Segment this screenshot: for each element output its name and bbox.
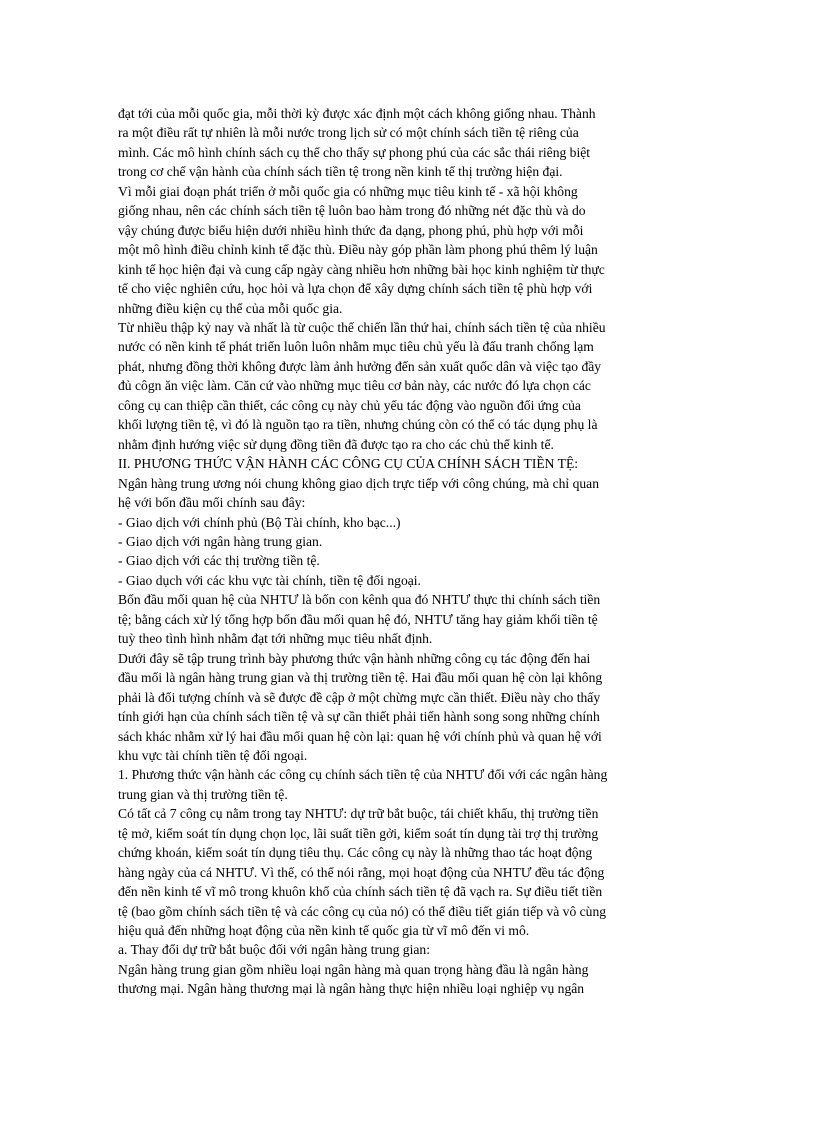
- text-line: Vì mỗi giai đoạn phát triển ở mỗi quốc gia có những mục tiêu kinh tế - xã hội không: [118, 183, 578, 199]
- text-line: một mô hình điều chỉnh kinh tế đặc thù. Điều này góp phần làm phong phú thêm lý luận: [118, 242, 598, 258]
- text-line: kinh tế học hiện đại và cung cấp ngày càng nhiều hơn những bài học kinh nghiệm từ thực: [118, 261, 605, 277]
- text-line: khu vực tài chính tiền tệ đối ngoại.: [118, 747, 308, 763]
- text-line: sách khác nhằm xử lý hai đầu mối quan hệ còn lại: quan hệ với chính phủ và quan hệ với: [118, 728, 602, 744]
- text-line: nước có nền kinh tế phát triển luôn luôn nhằm mục tiêu chủ yếu là đấu tranh chống lạm: [118, 339, 594, 355]
- text-line: tệ (bao gồm chính sách tiền tệ và các công cụ của nó) có thể điều tiết gián tiếp và vô cùng: [118, 903, 607, 919]
- paragraph: [118, 454, 708, 473]
- paragraph: [118, 551, 708, 570]
- text-line: giống nhau, nên các chính sách tiền tệ luôn bao hàm trong đó những nét đặc thù và do: [118, 203, 586, 219]
- text-line: hiệu quả đến những hoạt động của nền kinh tế quốc gia từ vĩ mô đến vi mô.: [118, 923, 530, 939]
- text-line: mình. Các mô hình chính sách cụ thể cho thấy sự phong phú của các sắc thái riêng biệt: [118, 144, 591, 160]
- text-line: nhằm định hướng việc sử dụng đồng tiền đã được tạo ra cho các chủ thể kinh tế.: [118, 436, 554, 452]
- text-line: tính giới hạn của chính sách tiền tệ và sự cần thiết phải tiến hành song song những chính: [118, 709, 600, 725]
- text-line: - Giao dụch với các khu vực tài chính, tiền tệ đối ngoại.: [118, 572, 421, 588]
- paragraph: [118, 960, 708, 999]
- text-line: Bốn đầu mối quan hệ của NHTƯ là bốn con kênh qua đó NHTƯ thực thi chính sách tiền: [118, 592, 601, 608]
- text-line: a. Thay đổi dự trữ bắt buộc đối với ngân hàng trung gian:: [118, 942, 430, 958]
- text-line: - Giao dịch với ngân hàng trung gian.: [118, 533, 323, 549]
- text-line: khối lượng tiền tệ, vì đó là nguồn tạo ra tiền, nhưng chúng còn có thể có tác dụng phụ là: [118, 417, 598, 433]
- document-body: [118, 104, 708, 999]
- text-line: công cụ can thiệp cần thiết, các công cụ này chủ yếu tác động vào nguồn đối ứng của: [118, 397, 581, 413]
- text-line: đạt tới của mỗi quốc gia, mỗi thời kỳ được xác định một cách không giống nhau. Thành: [118, 106, 596, 121]
- text-line: trong cơ chế vận hành của chính sách tiền tệ trong nền kinh tế thị trường hiện đại.: [118, 164, 563, 180]
- text-line: Ngân hàng trung ương nói chung không giao dịch trực tiếp với công chúng, mà chỉ quan: [118, 475, 600, 491]
- text-line: ra một điều rất tự nhiên là mỗi nước trong lịch sử có một chính sách tiền tệ riêng của: [118, 125, 579, 141]
- text-line: đầu mối là ngân hàng trung gian và thị trường tiền tệ. Hai đầu mối quan hệ còn lại không: [118, 670, 603, 686]
- text-line: phát, nhưng đồng thời không được làm ảnh hưởng đến sản xuất quốc dân và việc tạo đầy: [118, 358, 602, 374]
- paragraph: [118, 318, 708, 454]
- text-line: những điều kiện cụ thể của mỗi quốc gia.: [118, 300, 343, 316]
- paragraph: [118, 765, 708, 804]
- paragraph: [118, 532, 708, 551]
- text-line: 1. Phương thức vận hành các công cụ chính sách tiền tệ của NHTƯ đối với các ngân hàng: [118, 767, 608, 783]
- text-line: thương mại. Ngân hàng thương mại là ngân hàng thực hiện nhiều loại nghiệp vụ ngân: [118, 981, 585, 997]
- text-line: tế cho việc nghiên cứu, học hỏi và lựa chọn để xây dựng chính sách tiền tệ phù hợp với: [118, 281, 593, 297]
- text-line: Từ nhiều thập kỷ nay và nhất là từ cuộc thế chiến lần thứ hai, chính sách tiền tệ của nhiều: [118, 319, 606, 335]
- paragraph: [118, 474, 708, 513]
- paragraph: [118, 649, 708, 766]
- text-line: đến nền kinh tế vĩ mô trong khuôn khổ của chính sách tiền tệ đã vạch ra. Sự điều tiết tiền: [118, 884, 603, 900]
- paragraph: [118, 571, 708, 590]
- text-line: vậy chúng được biểu hiện dưới nhiều hình thức đa dạng, phong phú, phù hợp với mỗi: [118, 222, 584, 238]
- text-line: - Giao dịch với chính phủ (Bộ Tài chính, kho bạc...): [118, 514, 401, 530]
- text-line: tuỳ theo tình hình nhằm đạt tới những mục tiêu nhất định.: [118, 631, 433, 647]
- text-line: phải là đối tượng chính và sẽ được đề cập ở một chừng mực cần thiết. Điều này cho thấy: [118, 689, 601, 705]
- text-line: Có tất cả 7 công cụ nằm trong tay NHTƯ: dự trữ bắt buộc, tái chiết khấu, thị trường tiền: [118, 806, 599, 822]
- text-line: - Giao dịch với các thị trường tiền tệ.: [118, 553, 320, 569]
- text-line: II. PHƯƠNG THỨC VẬN HÀNH CÁC CÔNG CỤ CỦA CHÍNH SÁCH TIỀN TỆ:: [118, 456, 579, 472]
- paragraph: [118, 940, 708, 959]
- paragraph: [118, 804, 708, 940]
- text-line: Dưới đây sẽ tập trung trình bày phương thức vận hành những công cụ tác động đến hai: [118, 650, 591, 666]
- text-line: đủ côgn ăn việc làm. Căn cứ vào những mục tiêu cơ bản này, các nước đó lựa chọn các: [118, 378, 591, 394]
- text-line: hệ với bốn đầu mối chính sau đây:: [118, 495, 306, 511]
- paragraph: [118, 513, 708, 532]
- text-line: trung gian và thị trường tiền tệ.: [118, 786, 288, 802]
- paragraph: [118, 590, 708, 648]
- paragraph: [118, 104, 708, 182]
- text-line: tệ mở, kiểm soát tín dụng chọn lọc, lãi suất tiền gởi, kiểm soát tín dụng tài trợ thị trường: [118, 825, 599, 841]
- text-line: chứng khoán, kiểm soát tín dụng tiêu thụ. Các công cụ này là những thao tác hoạt động: [118, 845, 593, 861]
- text-line: hàng ngày của cá NHTƯ. Vì thế, có thể nói rằng, mọi hoạt động của NHTƯ đều tác động: [118, 864, 605, 880]
- paragraph: [118, 182, 708, 318]
- text-line: Ngân hàng trung gian gồm nhiều loại ngân hàng mà quan trọng hàng đầu là ngân hàng: [118, 961, 589, 977]
- text-line: tệ; bằng cách xử lý tổng hợp bốn đầu mối quan hệ đó, NHTƯ tăng hay giảm khối tiền tệ: [118, 611, 598, 627]
